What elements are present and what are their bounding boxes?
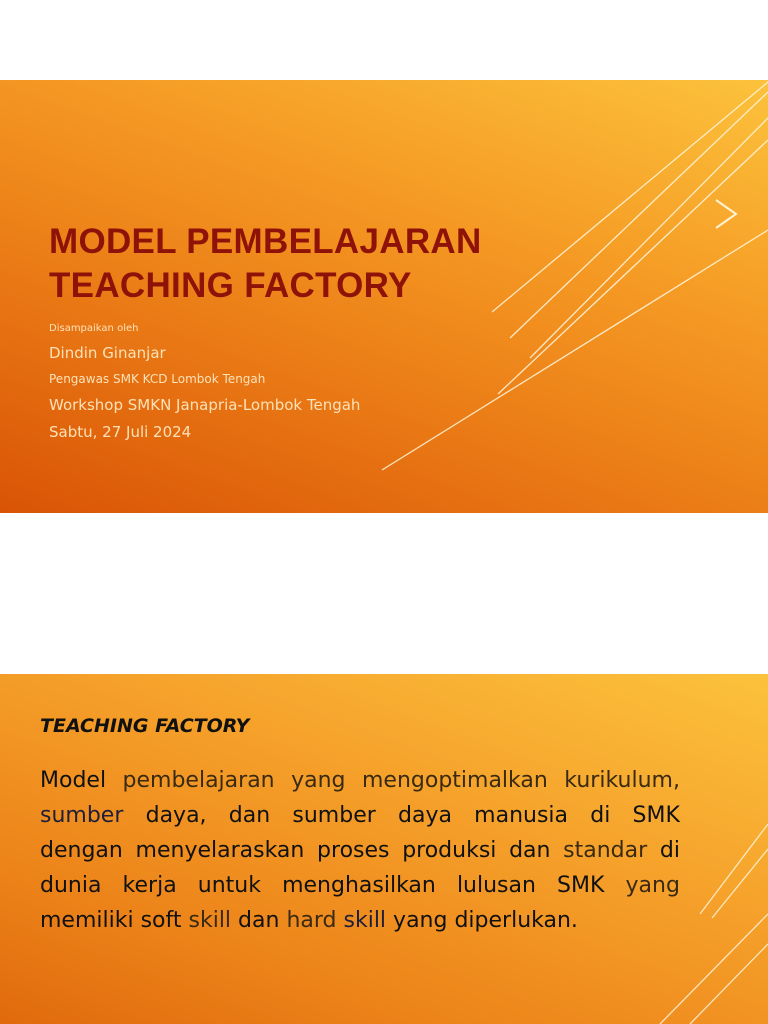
presenter-role: Pengawas SMK KCD Lombok Tengah bbox=[49, 372, 266, 386]
word: sumber bbox=[292, 803, 376, 828]
word: SMK bbox=[632, 803, 680, 828]
word: dan bbox=[509, 838, 551, 863]
word: daya bbox=[398, 803, 452, 828]
word: menghasilkan bbox=[282, 873, 436, 898]
word: yang bbox=[625, 873, 680, 898]
word: yang bbox=[291, 768, 346, 793]
word: sumber bbox=[40, 803, 124, 828]
event-name: Workshop SMKN Janapria-Lombok Tengah bbox=[49, 396, 361, 414]
presenter-name: Dindin Ginanjar bbox=[49, 344, 166, 362]
word: standar bbox=[563, 838, 648, 863]
paragraph-line-3 bbox=[40, 833, 680, 868]
word: dunia bbox=[40, 873, 102, 898]
word: manusia bbox=[474, 803, 569, 828]
event-date: Sabtu, 27 Juli 2024 bbox=[49, 423, 192, 441]
word: di bbox=[659, 838, 680, 863]
word: untuk bbox=[197, 873, 261, 898]
word: diperlukan. bbox=[454, 908, 578, 933]
word: proses bbox=[317, 838, 390, 863]
paragraph-line-1 bbox=[40, 763, 680, 798]
slide-title bbox=[49, 220, 482, 308]
paragraph-line-2 bbox=[40, 798, 680, 833]
word: skill bbox=[343, 908, 387, 933]
word: dan bbox=[238, 908, 280, 933]
title-line-1: MODEL PEMBELAJARAN bbox=[49, 222, 482, 261]
word: memiliki bbox=[40, 908, 134, 933]
definition-paragraph bbox=[40, 763, 680, 938]
word: dan bbox=[228, 803, 271, 828]
title-slide bbox=[0, 80, 768, 513]
title-line-2: TEACHING FACTORY bbox=[49, 266, 412, 305]
word: menyelaraskan bbox=[135, 838, 305, 863]
word: Model bbox=[40, 768, 107, 793]
word: di bbox=[590, 803, 611, 828]
word: skill bbox=[188, 908, 232, 933]
word: mengoptimalkan bbox=[361, 768, 548, 793]
word: kurikulum, bbox=[564, 768, 680, 793]
word: SMK bbox=[557, 873, 605, 898]
paragraph-line-4 bbox=[40, 868, 680, 903]
definition-heading: TEACHING FACTORY bbox=[40, 715, 250, 737]
word: dengan bbox=[40, 838, 123, 863]
word: hard bbox=[286, 908, 337, 933]
word: lulusan bbox=[456, 873, 536, 898]
word: daya, bbox=[145, 803, 207, 828]
word: kerja bbox=[122, 873, 177, 898]
word: pembelajaran bbox=[122, 768, 275, 793]
word: yang bbox=[393, 908, 448, 933]
presented-by-label: Disampaikan oleh bbox=[49, 323, 139, 334]
paragraph-line-5 bbox=[40, 903, 680, 938]
definition-slide bbox=[0, 674, 768, 1024]
word: soft bbox=[140, 908, 182, 933]
word: produksi bbox=[402, 838, 497, 863]
